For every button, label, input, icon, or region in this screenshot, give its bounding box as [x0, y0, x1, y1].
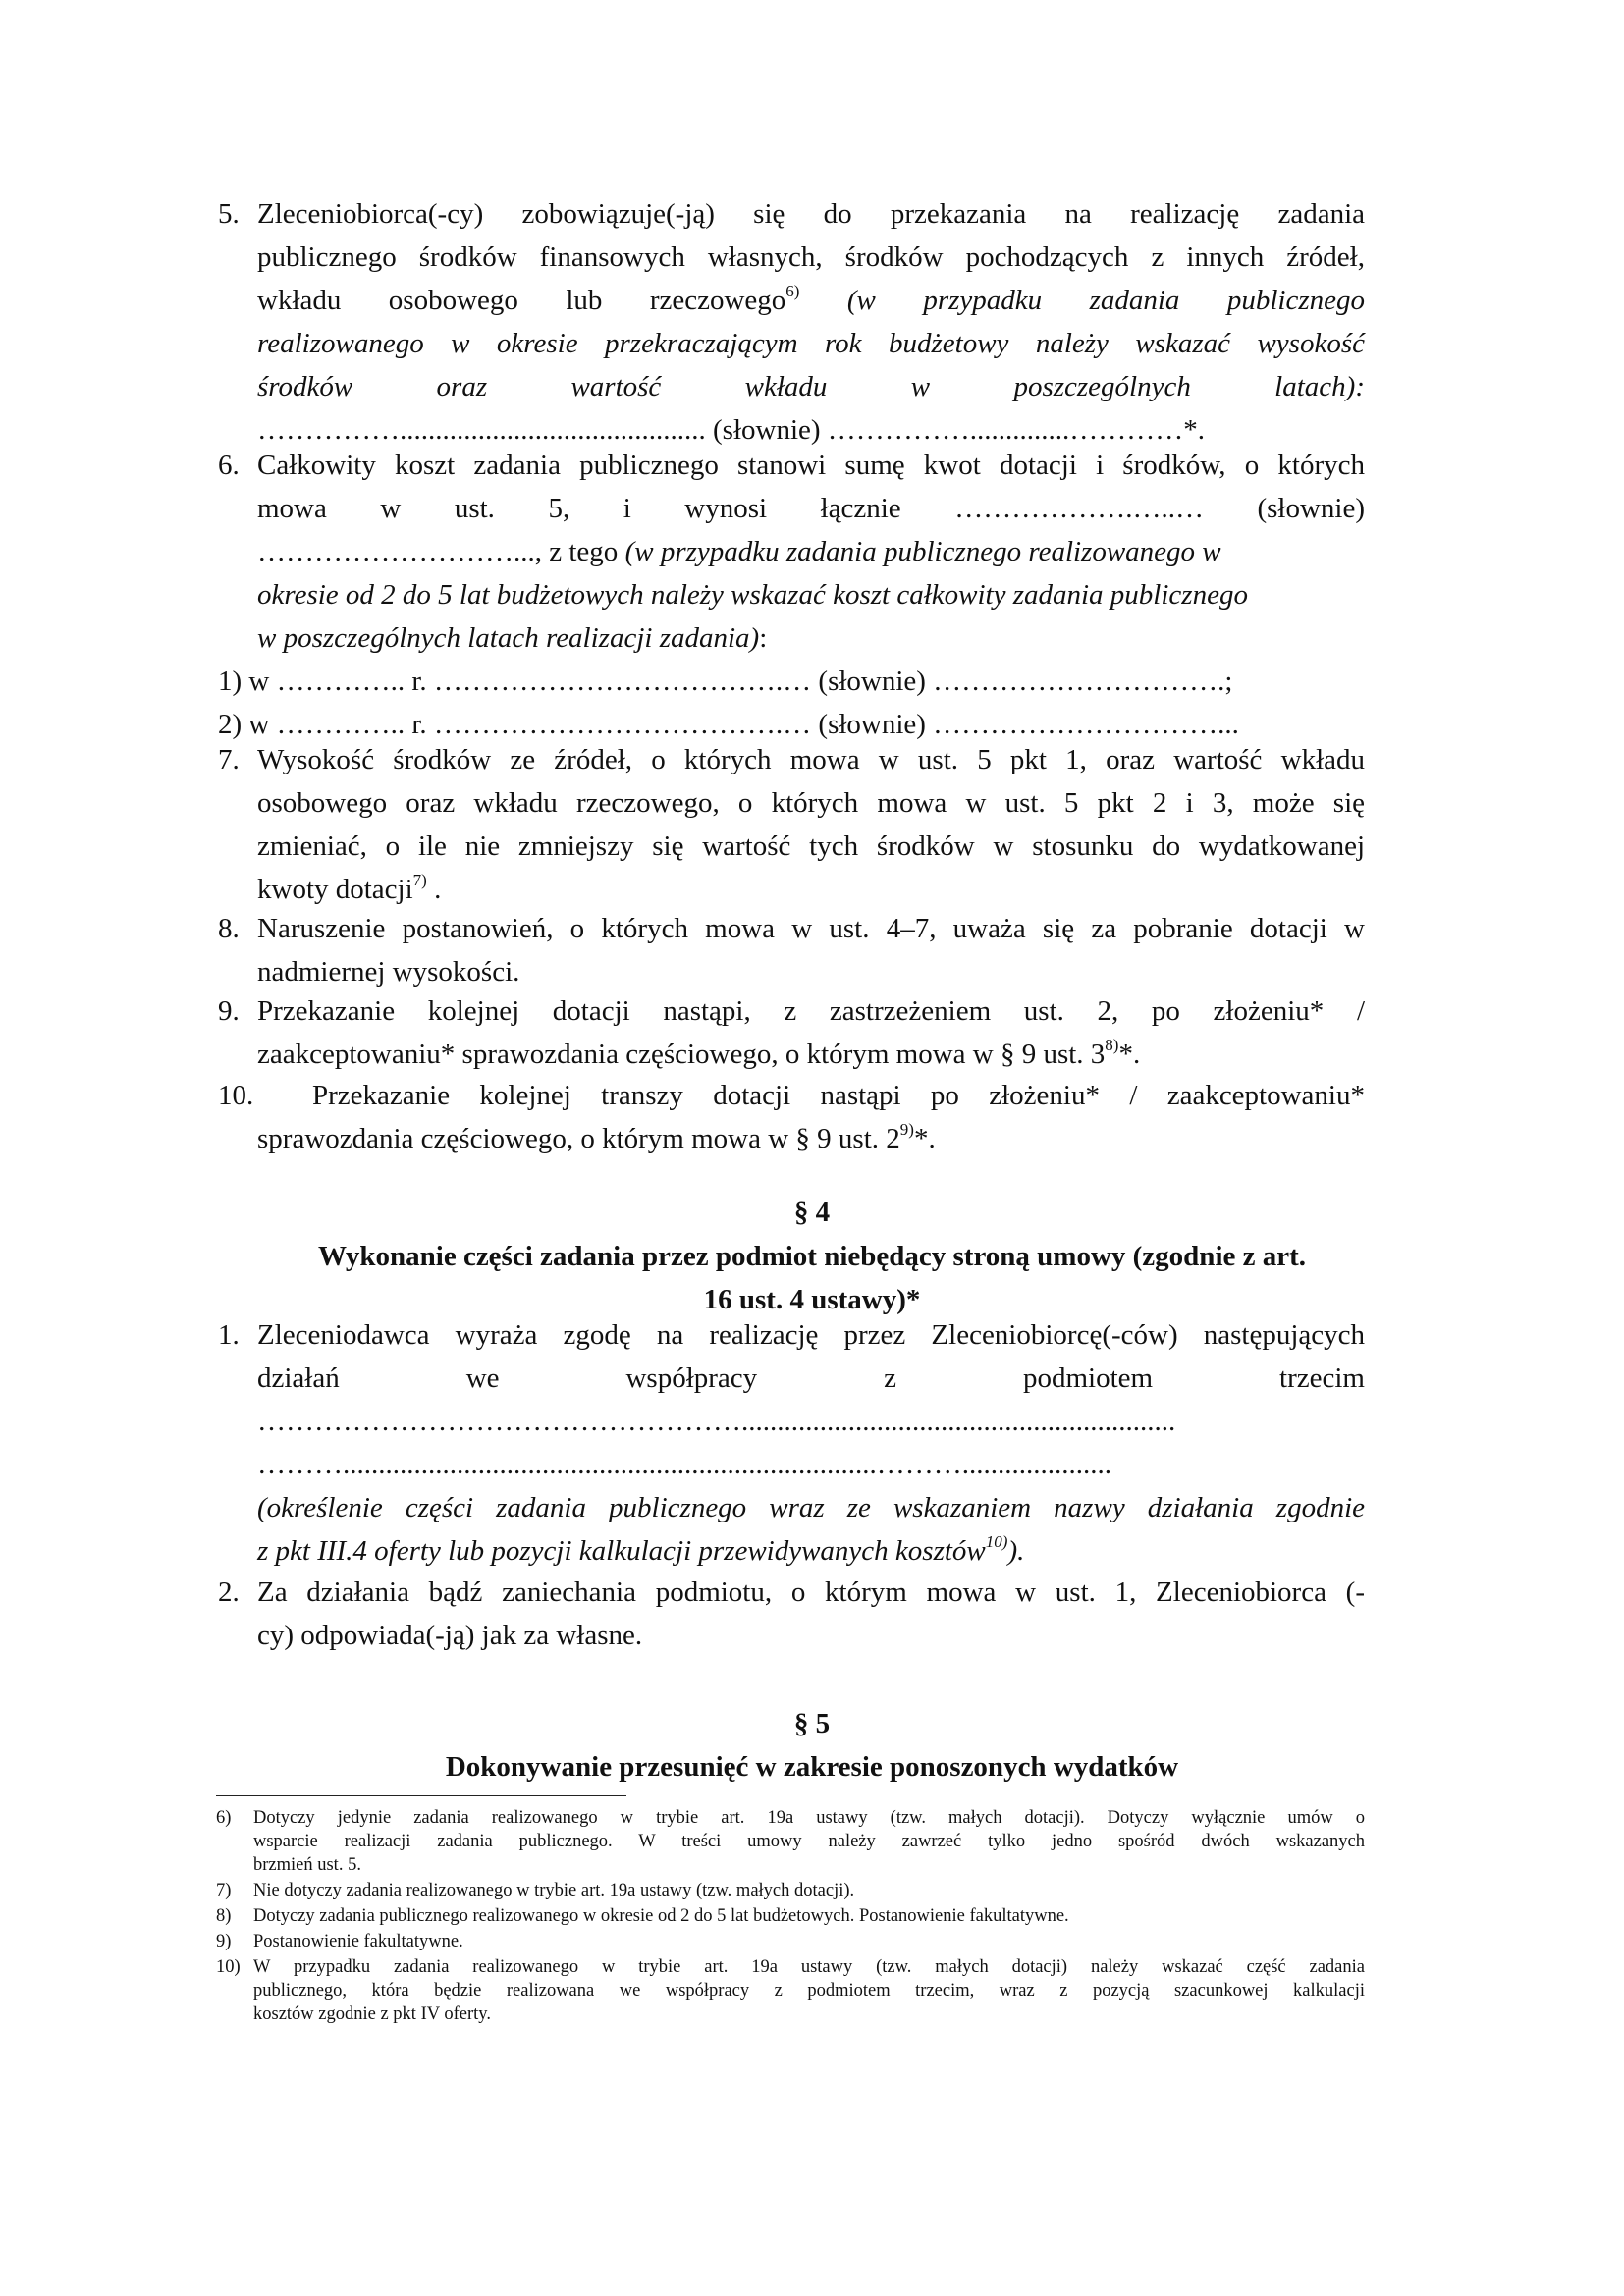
section-symbol: § 4 [793, 1197, 831, 1228]
paragraph-line: mowa w ust. 5, i wynosi łącznie ……………….…..… (słownie) [257, 493, 1365, 524]
footnote-ref: 9) [899, 1120, 914, 1140]
footnote-ref-text: 10) [985, 1532, 1008, 1552]
paragraph-line [257, 1033, 1140, 1076]
paragraph-line [257, 365, 1365, 408]
paragraph-text: zaakceptowaniu* sprawozdania częściowego, o którym mowa w § 9 ust. 3 [257, 1039, 1106, 1070]
paragraph-line: działań we współpracy z podmiotem trzecim [257, 1362, 1365, 1394]
footnote-ref [986, 1532, 1008, 1551]
paragraph-line [257, 530, 1221, 573]
paragraph-line: osobowego oraz wkładu rzeczowego, o których mowa w ust. 5 pkt 2 i 3, może się [257, 787, 1365, 819]
fill-in-line: ……………........................................... (słownie) ……………..............…………*. [257, 414, 1206, 446]
footnote-number: 10) [216, 1957, 241, 1977]
paragraph-line [257, 1486, 1365, 1529]
paragraph-italic-text: z pkt III.4 oferty lub pozycji kalkulacji przewidywanych kosztów [257, 1535, 986, 1567]
paragraph-text: . [426, 874, 442, 905]
paragraph-number: 8. [218, 913, 240, 944]
paragraph-number: 10. [218, 1080, 254, 1111]
paragraph-text: ………………………..., z tego [257, 536, 619, 567]
fill-in-line: ………...........................................................................………..................... [257, 1449, 1111, 1480]
footnote-line: Dotyczy zadania publicznego realizowanego w okresie od 2 do 5 lat budżetowych. Postanowienie fakultatywne. [253, 1906, 1069, 1926]
paragraph-number: 6. [218, 450, 240, 481]
paragraph-number: 7. [218, 744, 240, 775]
footnote-ref: 7) [412, 871, 427, 890]
paragraph-number: 2. [218, 1576, 240, 1608]
paragraph-italic-text: (w przypadku zadania publicznego realizowanego w [624, 536, 1221, 567]
footnote-separator [216, 1795, 626, 1796]
paragraph-line: Zleceniodawca wyraża zgodę na realizację przez Zleceniobiorcę(-ców) następujących [257, 1319, 1365, 1351]
paragraph-line [257, 279, 1365, 322]
paragraph-text: *. [913, 1123, 936, 1154]
footnote-number: 8) [216, 1906, 232, 1926]
fill-in-line: ……………………………………………............................................................. [257, 1406, 1176, 1437]
paragraph-text: kwoty dotacji [257, 874, 413, 905]
list-item: 2) w ………….. r. ……………………………….… (słownie) …………………………... [218, 709, 1239, 740]
paragraph-number: 9. [218, 995, 240, 1027]
section-symbol: § 5 [793, 1708, 831, 1739]
paragraph-text: *. [1118, 1039, 1141, 1070]
paragraph-line [257, 1529, 1024, 1573]
footnote-line: Nie dotyczy zadania realizowanego w trybie art. 19a ustawy (tzw. małych dotacji). [253, 1881, 855, 1900]
paragraph-line [257, 616, 767, 660]
paragraph-line [257, 322, 1365, 365]
paragraph-line: zmieniać, o ile nie zmniejszy się wartość tych środków w stosunku do wydatkowanej [257, 830, 1365, 862]
paragraph-line: Naruszenie postanowień, o których mowa w ust. 4–7, uważa się za pobranie dotacji w [257, 913, 1365, 944]
paragraph-line: Wysokość środków ze źródeł, o których mowa w ust. 5 pkt 1, oraz wartość wkładu [257, 744, 1365, 775]
paragraph-line [257, 573, 1248, 616]
paragraph-italic-text: (w przypadku zadania publicznego [846, 285, 1365, 316]
section-title: Wykonanie części zadania przez podmiot niebędący stroną umowy (zgodnie z art. [317, 1241, 1307, 1272]
paragraph-line: Zleceniobiorca(-cy) zobowiązuje(-ją) się do przekazania na realizację zadania [257, 198, 1365, 230]
paragraph-line: Przekazanie kolejnej dotacji nastąpi, z zastrzeżeniem ust. 2, po złożeniu* / [257, 995, 1365, 1027]
paragraph-line: Całkowity koszt zadania publicznego stanowi sumę kwot dotacji i środków, o których [257, 450, 1365, 481]
footnote-line: Dotyczy jedynie zadania realizowanego w trybie art. 19a ustawy (tzw. małych dotacji). Dotyczy wyłącznie umów o [253, 1808, 1365, 1828]
footnote-ref: 6) [785, 282, 800, 301]
paragraph-line [257, 1117, 936, 1160]
list-item: 1) w ………….. r. ……………………………….… (słownie) ………………………….; [218, 666, 1233, 697]
section-title: Dokonywanie przesunięć w zakresie ponoszonych wydatków [445, 1751, 1179, 1783]
footnote-number: 9) [216, 1932, 232, 1951]
paragraph-number: 5. [218, 198, 240, 230]
paragraph-line: Za działania bądź zaniechania podmiotu, o którym mowa w ust. 1, Zleceniobiorca (- [257, 1576, 1365, 1608]
paragraph-line [257, 868, 441, 911]
paragraph-text: wkładu osobowego lub rzeczowego [257, 285, 786, 316]
paragraph-line: nadmiernej wysokości. [257, 956, 520, 988]
footnote-line: wsparcie realizacji zadania publicznego. W treści umowy należy zawrzeć tylko jedno spośród dwóch wskazanych [253, 1832, 1365, 1851]
paragraph-italic-text: środków oraz wartość wkładu w poszczególnych latach): [257, 371, 1365, 402]
paragraph-line: Przekazanie kolejnej transzy dotacji nastąpi po złożeniu* / zaakceptowaniu* [312, 1080, 1365, 1111]
paragraph-text: sprawozdania częściowego, o którym mowa w § 9 ust. 2 [257, 1123, 900, 1154]
paragraph-italic-text: okresie od 2 do 5 lat budżetowych należy wskazać koszt całkowity zadania publicznego [257, 579, 1248, 611]
paragraph-line: cy) odpowiada(-ją) jak za własne. [257, 1620, 643, 1651]
footnote-line: Postanowienie fakultatywne. [253, 1932, 463, 1951]
paragraph-text: : [759, 622, 768, 654]
paragraph-italic-text: ). [1007, 1535, 1025, 1567]
footnote-number: 7) [216, 1881, 232, 1900]
footnote-ref: 8) [1105, 1036, 1119, 1055]
footnote-line: kosztów zgodnie z pkt IV oferty. [253, 2004, 491, 2024]
footnote-number: 6) [216, 1808, 232, 1828]
section-title: 16 ust. 4 ustawy)* [703, 1284, 921, 1315]
footnote-line: brzmień ust. 5. [253, 1855, 361, 1875]
paragraph-number: 1. [218, 1319, 240, 1351]
footnote-line: W przypadku zadania realizowanego w trybie art. 19a ustawy (tzw. małych dotacji) należy wskazać część zadania [253, 1957, 1365, 1977]
paragraph-italic-text: w poszczególnych latach realizacji zadania) [257, 622, 760, 654]
paragraph-line: publicznego środków finansowych własnych, środków pochodzących z innych źródeł, [257, 241, 1365, 273]
paragraph-italic-text: (określenie części zadania publicznego wraz ze wskazaniem nazwy działania zgodnie [257, 1492, 1365, 1523]
paragraph-italic-text: realizowanego w okresie przekraczającym rok budżetowy należy wskazać wysokość [257, 328, 1365, 359]
footnote-line: publicznego, która będzie realizowana we współpracy z podmiotem trzecim, wraz z pozycją szacunkowej kalkulacji [253, 1981, 1365, 2001]
